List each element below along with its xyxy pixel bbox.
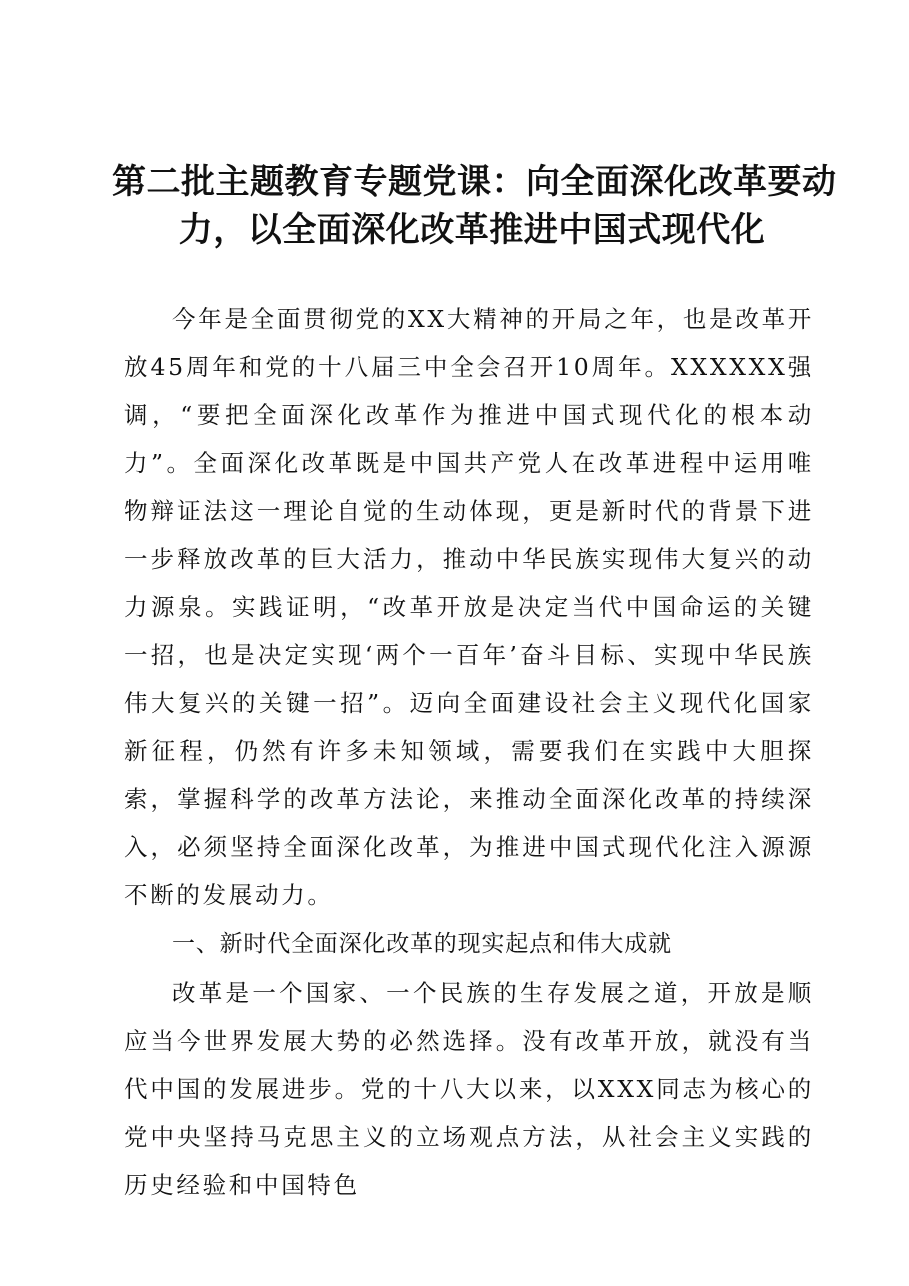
document-body — [124, 295, 814, 1209]
section-heading-1: 一、新时代全面深化改革的现实起点和伟大成就 — [172, 931, 672, 957]
paragraph-section-1: 改革是一个国家、一个民族的生存发展之道，开放是顺应当今世界发展大势的必然选择。没有改革开放，就没有当代中国的发展进步。党的十八大以来，以XXX同志为核心的党中央坚持马克思主义的立场观点方法，从社会主义实践的历史经验和中国特色 — [124, 979, 814, 1199]
paragraph-intro: 今年是全面贯彻党的XX大精神的开局之年，也是改革开放45周年和党的十八届三中全会召开10周年。XXXXXX强调，“要把全面深化改革作为推进中国式现代化的根本动力”。全面深化改革既是中国共产党人在改革进程中运用唯物辩证法这一理论自觉的生动体现，更是新时代的背景下进一步释放改革的巨大活力，推动中华民族实现伟大复兴的动力源泉。实践证明，“改革开放是决定当代中国命运的关键一招，也是决定实现‘两个一百年’奋斗目标、实现中华民族伟大复兴的关键一招”。迈向全面建设社会主义现代化国家新征程，仍然有许多未知领域，需要我们在实践中大胆探索，掌握科学的改革方法论，来推动全面深化改革的持续深入，必须坚持全面深化改革，为推进中国式现代化注入源源不断的发展动力。 — [124, 305, 814, 909]
title-line-1: 第二批主题教育专题党课：向全面深化改革要动 — [112, 162, 837, 202]
document-title — [112, 158, 837, 254]
title-line-2: 力，以全面深化改革推进中国式现代化 — [178, 210, 766, 250]
